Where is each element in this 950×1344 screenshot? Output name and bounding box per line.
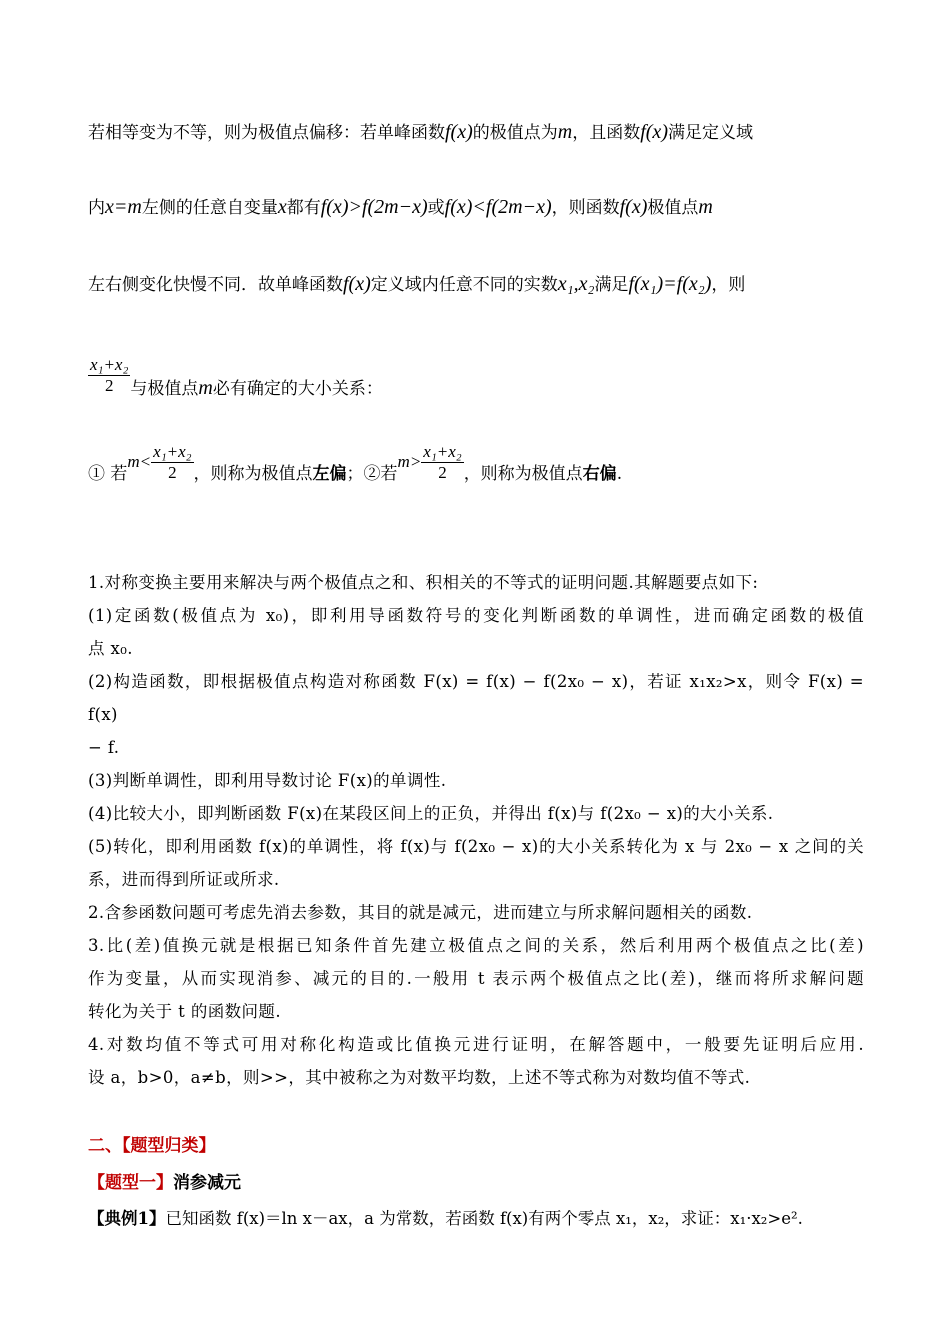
math-equality: f(x₁)=f(x₂) bbox=[628, 273, 712, 295]
math-x1x2: x₁,x₂ bbox=[557, 273, 595, 295]
intro-line-5: ① 若m< $\frac{\text{x₁+x₂}}{2}$ ，则称为极值点左偏；②若m> $\frac{\text{x₁+x₂}}{2}$ ，则称为极值点右偏. bbox=[88, 442, 623, 484]
tip-line: 系，进而得到所证或所求. bbox=[88, 870, 280, 889]
math-x-eq-m: x=m bbox=[105, 196, 142, 218]
example-label: 【典例1】 bbox=[88, 1209, 166, 1228]
math-fx: f(x) bbox=[445, 121, 473, 143]
tip-line: 3.比(差)值换元就是根据已知条件首先建立极值点之间的关系，然后利用两个极值点之比(差) bbox=[88, 936, 864, 955]
tip-line: (1)定函数(极值点为 x₀)，即利用导函数符号的变化判断函数的单调性，进而确定函数的极值 bbox=[88, 606, 864, 625]
solution-tips bbox=[88, 566, 864, 1094]
math-m-gt: m> bbox=[397, 452, 422, 471]
type-label: 【题型一】 bbox=[88, 1173, 173, 1193]
intro-line-1: 若相等变为不等，则为极值点偏移：若单峰函数f(x)的极值点为m，且函数f(x)满足定义域 bbox=[88, 121, 753, 143]
tip-line: 1.对称变换主要用来解决与两个极值点之和、积相关的不等式的证明问题.其解题要点如下: bbox=[88, 573, 759, 592]
left-bias-term: 左偏 bbox=[312, 464, 347, 484]
intro-line-4: $\frac{\text{x₁+x₂}}{2}$ 与极值点m必有确定的大小关系： bbox=[90, 355, 383, 399]
tip-line: (3)判断单调性，即利用导数讨论 F(x)的单调性. bbox=[88, 771, 447, 790]
type-one-heading bbox=[88, 1168, 241, 1193]
intro-line-3: 左右侧变化快慢不同．故单峰函数f(x)定义域内任意不同的实数x₁,x₂满足f(x₁)=f(x₂)，则 bbox=[88, 273, 746, 295]
tip-line: 2.含参函数问题可考虑先消去参数，其目的就是减元，进而建立与所求解问题相关的函数. bbox=[88, 903, 753, 922]
tip-line: 点 x₀. bbox=[88, 639, 133, 658]
math-m: m bbox=[557, 121, 573, 143]
tip-line: (5)转化，即利用函数 f(x)的单调性，将 f(x)与 f(2x₀ − x)的大小关系转化为 x 与 2x₀ − x 之间的关 bbox=[88, 837, 864, 856]
tip-line: − f. bbox=[88, 738, 120, 757]
tip-line: 转化为关于 t 的函数问题. bbox=[88, 1002, 281, 1021]
right-bias-term: 右偏 bbox=[582, 464, 617, 484]
tip-line: 作为变量，从而实现消参、减元的目的.一般用 t 表示两个极值点之比(差)，继而将所求解问题 bbox=[88, 969, 864, 988]
intro-line-2: 内x=m左侧的任意自变量x都有f(x)>f(2m−x)或f(x)<f(2m−x)，则函数f(x)极值点m bbox=[88, 196, 713, 218]
math-ineq-2: f(x)<f(2m−x) bbox=[444, 196, 552, 218]
math-m: m bbox=[198, 377, 213, 399]
math-ineq-1: f(x)>f(2m−x) bbox=[320, 196, 428, 218]
tip-line: 4.对数均值不等式可用对称化构造或比值换元进行证明，在解答题中，一般要先证明后应用. bbox=[88, 1035, 864, 1054]
fraction-midpoint: $\frac{\text{x₁+x₂}}{2}$ bbox=[153, 442, 192, 482]
example-text: 已知函数 f(x)＝ln x－ax，a 为常数，若函数 f(x)有两个零点 x₁，x₂，求证：x₁·x₂>e². bbox=[165, 1209, 803, 1228]
math-m-lt: m< bbox=[127, 452, 152, 471]
math-fx: f(x) bbox=[640, 121, 668, 143]
math-m: m bbox=[698, 196, 713, 218]
math-x: x bbox=[277, 196, 287, 218]
tip-line: 设 a，b>0，a≠b，则>>，其中被称之为对数平均数，上述不等式称为对数均值不等式. bbox=[88, 1068, 751, 1087]
example-one bbox=[88, 1205, 803, 1229]
tip-line: (4)比较大小，即判断函数 F(x)在某段区间上的正负，并得出 f(x)与 f(2x₀ − x)的大小关系. bbox=[88, 804, 774, 823]
math-fx: f(x) bbox=[343, 273, 371, 295]
fraction-midpoint: $\frac{\text{x₁+x₂}}{2}$ bbox=[90, 355, 129, 395]
fraction-midpoint: $\frac{\text{x₁+x₂}}{2}$ bbox=[423, 442, 462, 482]
type-title: 消参减元 bbox=[173, 1173, 241, 1193]
math-fx: f(x) bbox=[619, 196, 648, 218]
tip-line: (2)构造函数，即根据极值点构造对称函数 F(x) = f(x) − f(2x₀ − x)，若证 x₁x₂>x，则令 F(x) = f(x) bbox=[88, 672, 864, 724]
section-heading: 二、【题型归类】 bbox=[88, 1136, 216, 1156]
